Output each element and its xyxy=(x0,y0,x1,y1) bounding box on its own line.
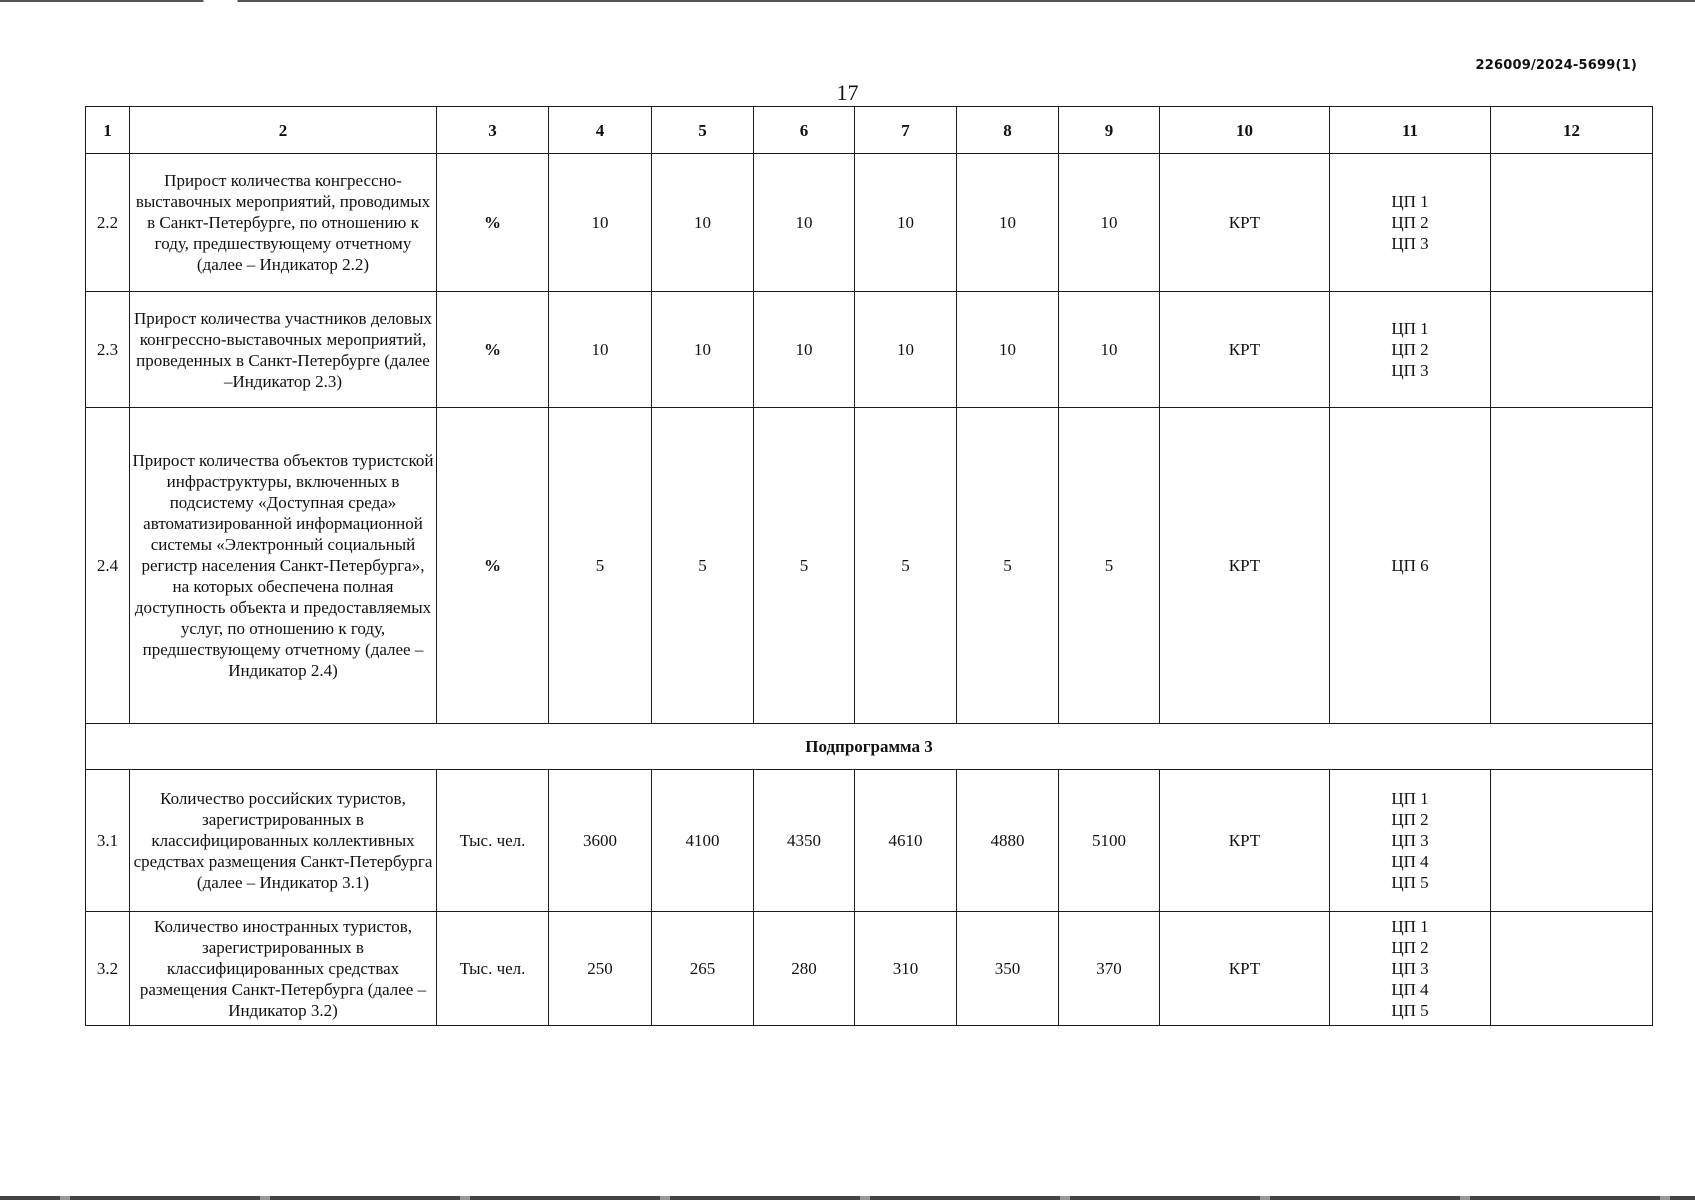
indicator-value: 10 xyxy=(957,154,1059,292)
indicator-value: 4880 xyxy=(957,770,1059,912)
indicator-number: 2.2 xyxy=(86,154,130,292)
indicator-value: 5 xyxy=(855,408,957,724)
goal-item: ЦП 2 xyxy=(1391,340,1429,359)
column-header: 9 xyxy=(1059,107,1160,154)
indicator-unit: % xyxy=(437,408,549,724)
indicator-number: 2.3 xyxy=(86,292,130,408)
indicator-value: 265 xyxy=(652,912,754,1026)
table-row xyxy=(86,408,1653,724)
indicator-value: 5 xyxy=(957,408,1059,724)
indicator-value: 350 xyxy=(957,912,1059,1026)
indicator-value: 310 xyxy=(855,912,957,1026)
table-row xyxy=(86,912,1653,1026)
scan-edge-top xyxy=(0,0,1695,2)
indicator-responsible: КРТ xyxy=(1160,912,1330,1026)
indicator-unit: Тыс. чел. xyxy=(437,912,549,1026)
goal-item: ЦП 1 xyxy=(1391,319,1429,338)
indicator-responsible: КРТ xyxy=(1160,770,1330,912)
column-header: 8 xyxy=(957,107,1059,154)
indicator-value: 10 xyxy=(1059,292,1160,408)
indicator-note xyxy=(1491,292,1653,408)
indicator-value: 10 xyxy=(652,292,754,408)
goal-item: ЦП 2 xyxy=(1391,810,1429,829)
column-header: 12 xyxy=(1491,107,1653,154)
indicator-note xyxy=(1491,408,1653,724)
indicator-goals xyxy=(1330,408,1491,724)
indicator-value: 370 xyxy=(1059,912,1160,1026)
indicator-responsible: КРТ xyxy=(1160,154,1330,292)
indicator-responsible: КРТ xyxy=(1160,292,1330,408)
goal-item: ЦП 3 xyxy=(1391,234,1429,253)
indicator-goals xyxy=(1330,292,1491,408)
indicator-value: 3600 xyxy=(549,770,652,912)
indicator-value: 5100 xyxy=(1059,770,1160,912)
goal-item: ЦП 1 xyxy=(1391,192,1429,211)
subprogram-header-row xyxy=(86,724,1653,770)
column-header: 4 xyxy=(549,107,652,154)
indicator-value: 5 xyxy=(754,408,855,724)
indicator-value: 5 xyxy=(1059,408,1160,724)
indicator-value: 4350 xyxy=(754,770,855,912)
indicators-table xyxy=(85,106,1653,1026)
indicator-number: 3.2 xyxy=(86,912,130,1026)
column-header: 2 xyxy=(130,107,437,154)
indicator-value: 10 xyxy=(1059,154,1160,292)
indicator-unit: % xyxy=(437,154,549,292)
indicator-description: Прирост количества конгрессно-выставочных мероприятий, проводимых в Санкт-Петербурге, по отношению к году, предшествующему отчетному (далее – Индикатор 2.2) xyxy=(130,154,437,292)
goal-item: ЦП 4 xyxy=(1391,852,1429,871)
indicator-note xyxy=(1491,770,1653,912)
indicator-description: Прирост количества участников деловых конгрессно-выставочных мероприятий, проведенных в Санкт-Петербурге (далее –Индикатор 2.3) xyxy=(130,292,437,408)
goal-item: ЦП 4 xyxy=(1391,980,1429,999)
goal-item: ЦП 2 xyxy=(1391,938,1429,957)
indicator-value: 10 xyxy=(754,154,855,292)
column-header: 6 xyxy=(754,107,855,154)
goal-item: ЦП 3 xyxy=(1391,959,1429,978)
goal-item: ЦП 3 xyxy=(1391,361,1429,380)
indicator-description: Прирост количества объектов туристской инфраструктуры, включенных в подсистему «Доступная среда» автоматизированной информационной системы «Электронный социальный регистр населения Санкт-Петербурга», на которых обеспечена полная доступность объекта и предоставляемых услуг, по отношению к году, предшествующему отчетному (далее – Индикатор 2.4) xyxy=(130,408,437,724)
table-row xyxy=(86,154,1653,292)
goal-item: ЦП 1 xyxy=(1391,789,1429,808)
indicator-note xyxy=(1491,154,1653,292)
indicator-value: 4610 xyxy=(855,770,957,912)
column-header: 1 xyxy=(86,107,130,154)
indicator-note xyxy=(1491,912,1653,1026)
document-number: 226009/2024-5699(1) xyxy=(1475,58,1637,73)
goal-item: ЦП 6 xyxy=(1391,556,1429,575)
indicator-goals xyxy=(1330,770,1491,912)
indicator-value: 5 xyxy=(549,408,652,724)
indicator-value: 10 xyxy=(957,292,1059,408)
indicator-value: 5 xyxy=(652,408,754,724)
table-header-row xyxy=(86,107,1653,154)
indicator-unit: Тыс. чел. xyxy=(437,770,549,912)
goal-item: ЦП 5 xyxy=(1391,1001,1429,1020)
column-header: 10 xyxy=(1160,107,1330,154)
indicator-value: 10 xyxy=(549,292,652,408)
indicator-responsible: КРТ xyxy=(1160,408,1330,724)
table-row xyxy=(86,770,1653,912)
indicator-value: 280 xyxy=(754,912,855,1026)
column-header: 11 xyxy=(1330,107,1491,154)
column-header: 5 xyxy=(652,107,754,154)
indicator-value: 10 xyxy=(549,154,652,292)
table-row xyxy=(86,292,1653,408)
indicator-goals xyxy=(1330,912,1491,1026)
indicator-number: 2.4 xyxy=(86,408,130,724)
column-header: 7 xyxy=(855,107,957,154)
column-header: 3 xyxy=(437,107,549,154)
goal-item: ЦП 2 xyxy=(1391,213,1429,232)
goal-item: ЦП 3 xyxy=(1391,831,1429,850)
indicator-value: 250 xyxy=(549,912,652,1026)
indicator-value: 4100 xyxy=(652,770,754,912)
goal-item: ЦП 1 xyxy=(1391,917,1429,936)
indicator-description: Количество иностранных туристов, зарегистрированных в классифицированных средствах размещения Санкт-Петербурга (далее – Индикатор 3.2) xyxy=(130,912,437,1026)
indicator-description: Количество российских туристов, зарегистрированных в классифицированных коллективных средствах размещения Санкт-Петербурга (далее – Индикатор 3.1) xyxy=(130,770,437,912)
page-number: 17 xyxy=(836,80,859,105)
indicator-goals xyxy=(1330,154,1491,292)
indicator-value: 10 xyxy=(855,292,957,408)
indicator-value: 10 xyxy=(754,292,855,408)
indicator-unit: % xyxy=(437,292,549,408)
scan-edge-bottom xyxy=(0,1196,1695,1200)
goal-item: ЦП 5 xyxy=(1391,873,1429,892)
subprogram-title: Подпрограмма 3 xyxy=(86,724,1653,770)
indicator-number: 3.1 xyxy=(86,770,130,912)
indicator-value: 10 xyxy=(652,154,754,292)
indicator-value: 10 xyxy=(855,154,957,292)
